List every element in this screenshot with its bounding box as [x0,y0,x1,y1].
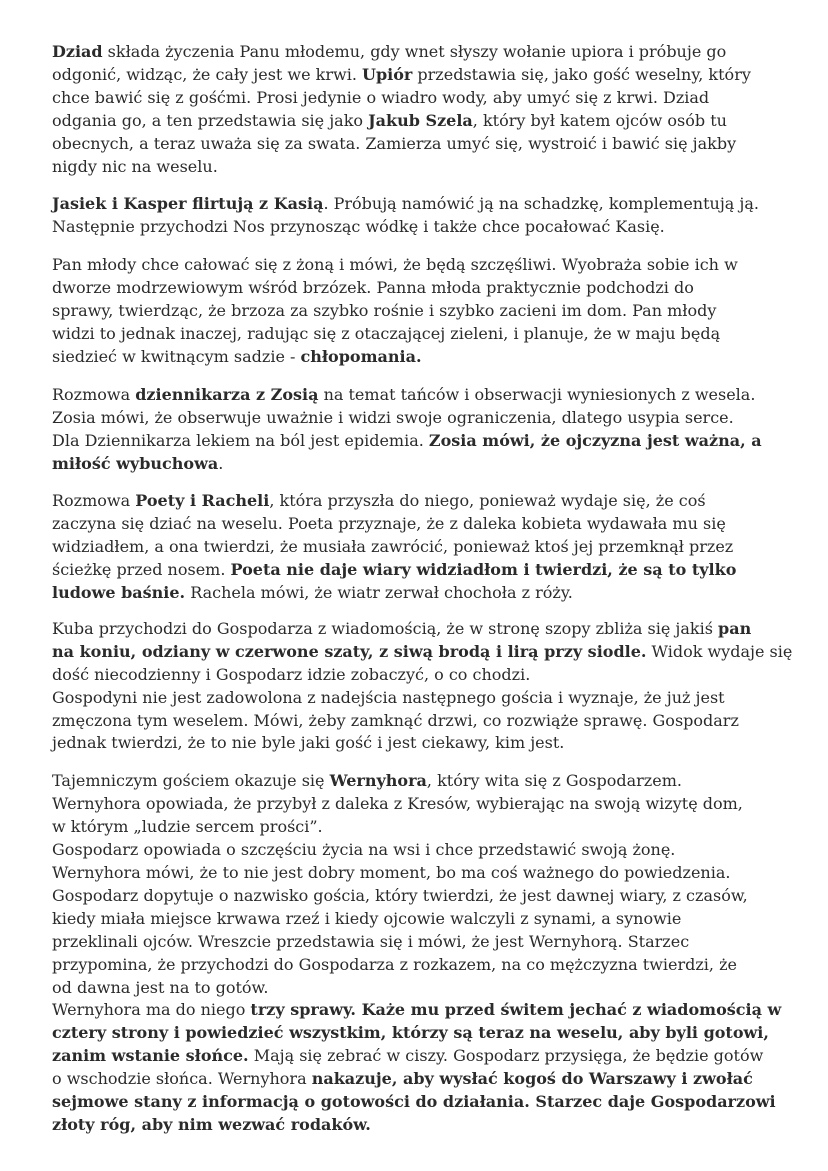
paragraph-4 [52,384,792,476]
text: sprawy, twierdząc, że brzoza za szybko rośnie i szybko zacieni im dom. Pan młody [52,301,717,321]
text: Gospodarz opowiada o szczęściu życia na wsi i chce przedstawić swoją żonę. [52,840,676,860]
text: siedzieć w kwitnącym sadzie - [52,346,301,366]
text: o wschodzie słońca. Wernyhora [52,1069,312,1089]
bold-text: cztery strony i powiedzieć wszystkim, którzy są teraz na weselu, aby byli gotowi, [52,1023,769,1043]
text: , który był katem ojców osób tu [472,110,727,130]
text-line [52,1045,792,1068]
text: widzi to jednak inaczej, radując się z otaczającej zieleni, i planuje, że w maju będą [52,323,721,343]
text: , który wita się z Gospodarzem. [426,771,682,791]
text-line [52,254,792,277]
text-line [52,490,792,513]
text: Gospodarz dopytuje o nazwisko gościa, który twierdzi, że jest dawnej wiary, z czasów, [52,885,748,905]
paragraph-2 [52,193,792,239]
text-line [52,770,792,793]
text: Tajemniczym gościem okazuje się [52,771,330,791]
bold-text: Dziad [52,42,103,61]
text-line [52,977,792,1000]
text-line [52,1091,792,1114]
text: zmęczona tym weselem. Mówi, żeby zamknąć drzwi, co rozwiąże sprawę. Gospodarz [52,710,739,730]
text-line [52,1114,792,1137]
text-line [52,839,792,862]
text: w którym „ludzie sercem prości”. [52,817,323,837]
text-line [52,954,792,977]
text: Rozmowa [52,384,136,404]
text-line [52,582,792,605]
text-line [52,816,792,839]
text-line [52,277,792,300]
text-line [52,110,792,133]
bold-text: ludowe baśnie. [52,583,186,603]
text: widziadłem, a ona twierdzi, że musiała zawrócić, ponieważ ktoś jej przemknął przez [52,537,734,557]
document-page [52,41,792,1152]
text: Widok wydaje się [646,641,793,661]
text: dworze modrzewiowym wśród brzózek. Panna młoda praktycznie podchodzi do [52,278,694,298]
text-line [52,323,792,346]
text-line [52,641,792,664]
paragraph-3 [52,254,792,369]
text-line [52,885,792,908]
text-line [52,407,792,430]
text: Dla Dziennikarza lekiem na ból jest epidemia. [52,430,429,450]
text-line [52,999,792,1022]
text-line [52,193,792,216]
text: nigdy nic na weselu. [52,156,218,176]
text: Wernyhora ma do niego [52,1000,251,1020]
text-line [52,536,792,559]
text-line [52,216,792,239]
text-line [52,41,792,64]
bold-text: dziennikarza z Zosią [135,384,319,404]
text: na temat tańców i obserwacji wyniesionych z wesela. [318,384,756,404]
text-line [52,453,792,476]
text: składa życzenia Panu młodemu, gdy wnet słyszy wołanie upiora i próbuje go [102,42,727,61]
paragraph-5 [52,490,792,605]
text-line [52,664,792,687]
text: Pan młody chce całować się z żoną i mówi, że będą szczęśliwi. Wyobraża sobie ich w [52,255,738,275]
text: odgonić, widząc, że cały jest we krwi. [52,64,362,84]
text-line [52,346,792,369]
text: Rachela mówi, że wiatr zerwał chochoła z róży. [185,583,573,603]
text-line [52,133,792,156]
bold-text: Jasiek i Kasper flirtują z Kasią [52,194,324,214]
text-line [52,732,792,755]
text: zaczyna się dziać na weselu. Poeta przyznaje, że z daleka kobieta wydawała mu się [52,514,726,534]
bold-text: miłość wybuchowa [52,453,219,473]
text-line [52,300,792,323]
text: od dawna jest na to gotów. [52,977,269,997]
text: Mają się zebrać w ciszy. Gospodarz przysięga, że będzie gotów [248,1046,764,1066]
bold-text: sejmowe stany z informacją o gotowości do działania. Starzec daje Gospodarzowi [52,1092,776,1112]
text: . [218,453,224,473]
text-line [52,687,792,710]
text: przedstawia się, jako gość weselny, który [412,64,751,84]
text-line [52,908,792,931]
bold-text: Jakub Szela [368,110,473,130]
text-line [52,793,792,816]
paragraph-6 [52,618,792,755]
text-line [52,618,792,641]
text: Wernyhora mówi, że to nie jest dobry moment, bo ma coś ważnego do powiedzenia. [52,863,731,882]
bold-text: Poeta nie daje wiary widziadłom i twierdzi, że są to tylko [230,560,737,580]
text-line [52,559,792,582]
text-line [52,384,792,407]
text: przypomina, że przychodzi do Gospodarza z rozkazem, na co mężczyzna twierdzi, że [52,954,737,974]
text-line [52,710,792,733]
text-line [52,513,792,536]
bold-text: pan [718,618,752,638]
paragraph-1 [52,41,792,178]
text: chce bawić się z gośćmi. Prosi jedynie o wiadro wody, aby umyć się z krwi. Dziad [52,87,710,107]
document-body [52,41,792,1137]
bold-text: Poety i Racheli [135,491,270,511]
text: Kuba przychodzi do Gospodarza z wiadomością, że w stronę szopy zbliża się jakiś [52,618,719,638]
text-line [52,430,792,453]
bold-text: nakazuje, aby wysłać kogoś do Warszawy i zwołać [311,1069,753,1089]
text-line [52,931,792,954]
bold-text: trzy sprawy. Każe mu przed świtem jechać z wiadomością w [250,1000,782,1020]
text-line [52,1068,792,1091]
text-line [52,156,792,179]
bold-text: zanim wstanie słońce. [52,1046,249,1066]
bold-text: Upiór [362,64,413,84]
bold-text: Zosia mówi, że ojczyzna jest ważna, a [428,430,762,450]
text-line [52,64,792,87]
text: obecnych, a teraz uważa się za swata. Zamierza umyć się, wystroić i bawić się jakby [52,133,737,153]
text-line [52,1022,792,1045]
text: Rozmowa [52,491,136,511]
text: , która przyszła do niego, ponieważ wydaje się, że coś [269,491,706,511]
text: Wernyhora opowiada, że przybył z daleka z Kresów, wybierając na swoją wizytę dom, [52,794,743,814]
text: jednak twierdzi, że to nie byle jaki gość i jest ciekawy, kim jest. [52,733,565,753]
bold-text: na koniu, odziany w czerwone szaty, z siwą brodą i lirą przy siodle. [52,641,647,661]
text: kiedy miała miejsce krwawa rzeź i kiedy ojcowie walczyli z synami, a synowie [52,908,682,928]
text: . Próbują namówić ją na schadzkę, komplementują ją. [323,194,760,214]
text: Następnie przychodzi Nos przynosząc wódkę i także chce pocałować Kasię. [52,217,665,237]
bold-text: Wernyhora [329,771,427,791]
text: ścieżkę przed nosem. [52,560,231,580]
text-line [52,87,792,110]
paragraph-7 [52,770,792,1137]
text-line [52,862,792,885]
text: przeklinali ojców. Wreszcie przedstawia się i mówi, że jest Wernyhorą. Starzec [52,931,690,951]
text: Gospodyni nie jest zadowolona z nadejścia następnego gościa i wyznaje, że już jest [52,687,725,707]
bold-text: złoty róg, aby nim wezwać rodaków. [52,1114,371,1134]
text: odgania go, a ten przedstawia się jako [52,110,369,130]
text: dość niecodzienny i Gospodarz idzie zobaczyć, o co chodzi. [52,664,531,684]
bold-text: chłopomania. [300,346,422,366]
text: Zosia mówi, że obserwuje uważnie i widzi swoje ograniczenia, dlatego usypia serce. [52,407,734,427]
